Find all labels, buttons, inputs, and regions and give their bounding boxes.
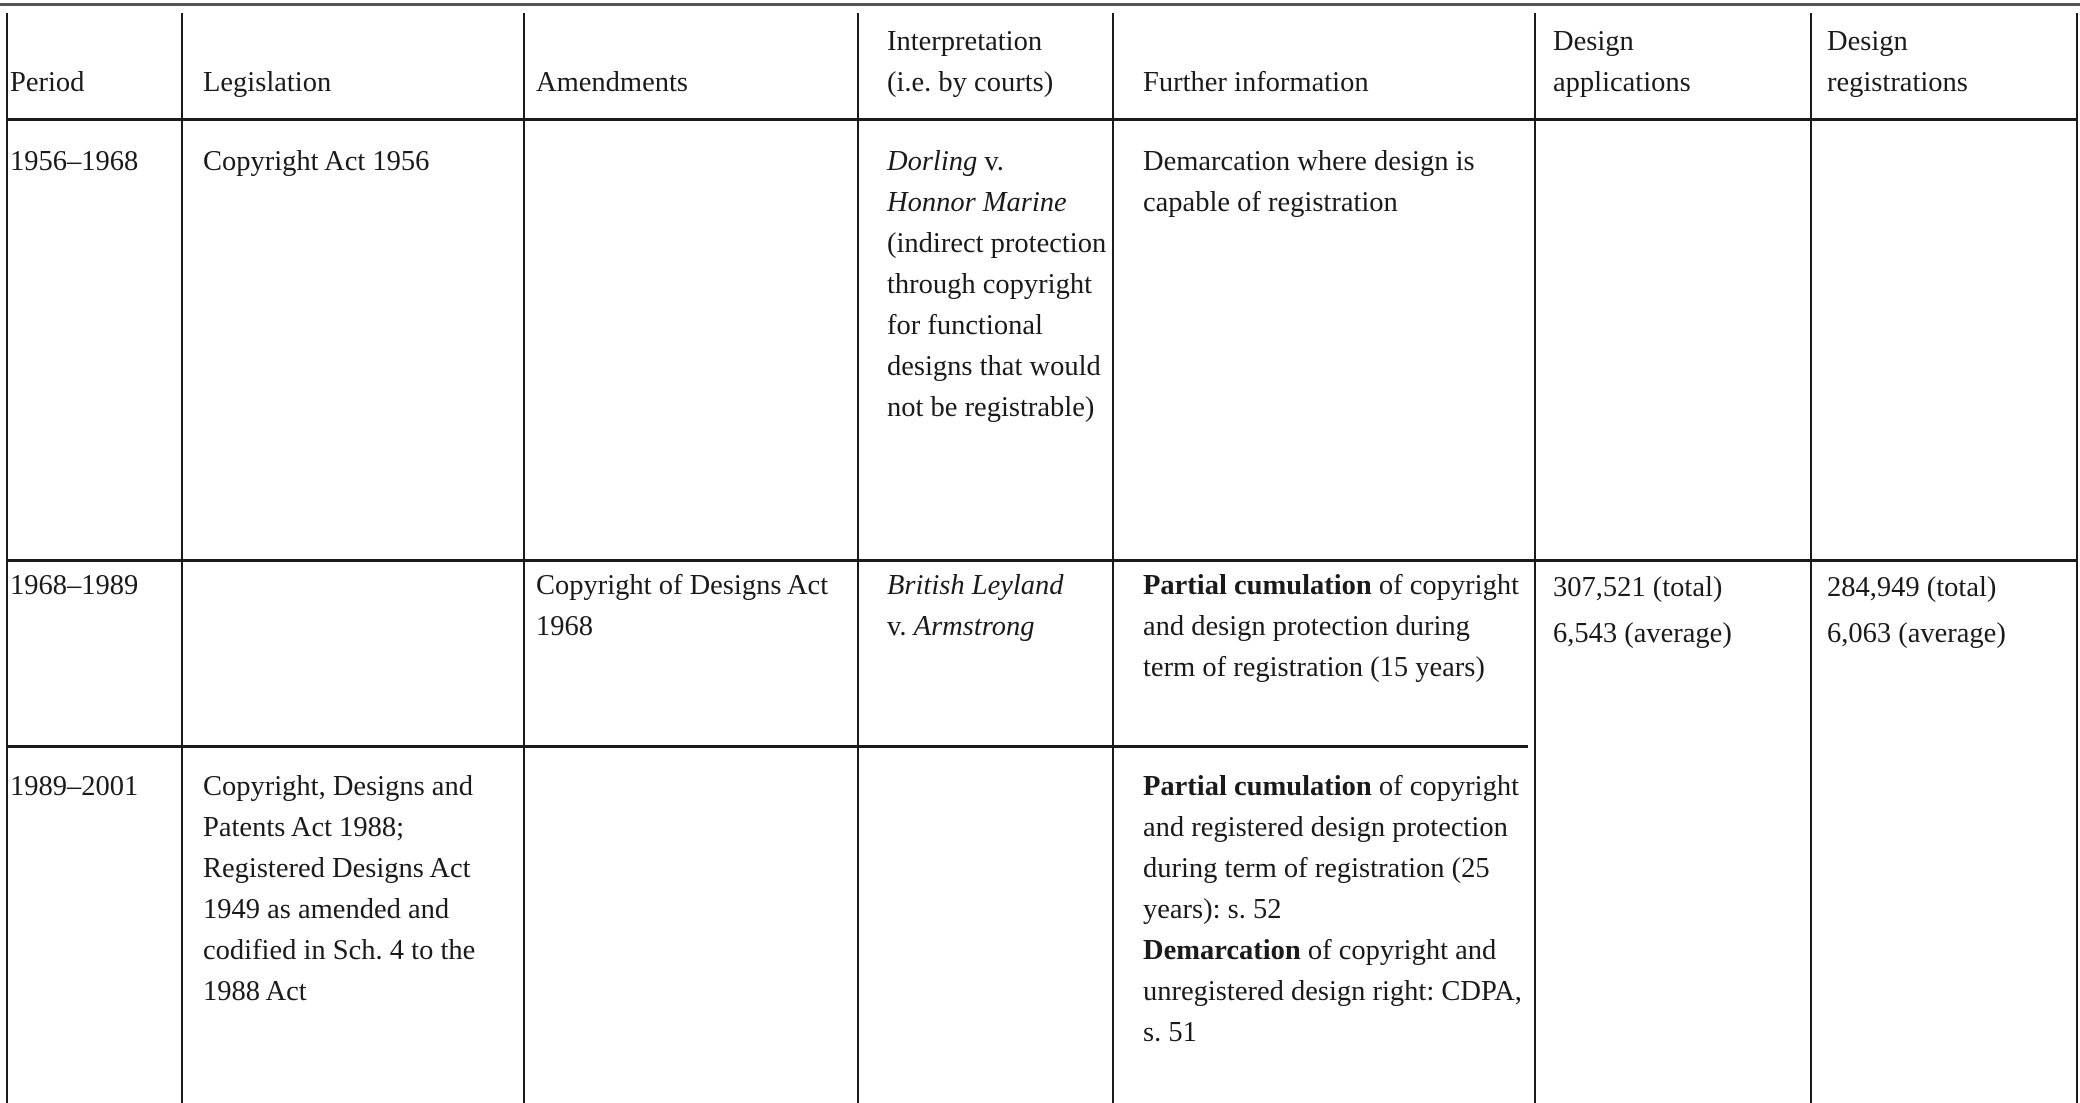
legislation-line: Registered Designs Act 1949 as amended and codified in Sch. 4 to the 1988 Act [203,853,476,1007]
registrations-average: 6,063 (average) [1827,618,2006,649]
header-legislation [203,13,521,119]
case-name: Dorling [887,146,978,177]
row1-further-information: Demarcation where design is capable of registration [1143,146,1475,218]
row2-further-information [1143,565,1528,688]
description: of copyright and design protection during term of registration (15 years) [1143,570,1519,683]
col-line [523,13,525,1103]
top-rule [0,3,2080,6]
header-interpretation [887,13,1112,119]
row2-period: 1968–1989 [10,570,139,601]
col-line [181,13,183,1103]
header-text: registrations [1827,67,1968,98]
description: of copyright and unregistered design right: CDPA, s. 51 [1143,935,1522,1048]
header-text: Legislation [203,67,332,98]
versus: v. [977,146,1004,177]
row2-interpretation [887,565,1112,647]
header-text: Design [1553,26,1634,57]
row3-period: 1989–2001 [10,771,139,802]
header-text: Period [10,67,85,98]
col-line [6,13,8,1103]
row1-legislation: Copyright Act 1956 [203,146,430,177]
description: of copyright and registered design protection during term of registration (25 years): s. 52 [1143,771,1519,925]
header-text: Interpretation [887,26,1043,57]
col-line [1810,13,1812,1103]
row2-amendments: Copyright of Designs Act 1968 [536,570,829,642]
note: (indirect protection through copyright for functional designs that would not be registrable) [887,228,1107,423]
bold-term: Partial cumulation [1143,771,1372,802]
versus: v. [887,611,914,642]
case-name: Honnor Marine [887,187,1067,218]
col-line [2076,13,2078,1103]
row2-rule [6,745,1528,748]
row2-design-registrations [1827,565,2079,657]
col-line [857,13,859,1103]
row1-interpretation [887,141,1112,428]
bold-term: Partial cumulation [1143,570,1372,601]
row1-period: 1956–1968 [10,146,139,177]
header-text: Amendments [536,67,688,98]
header-period [10,13,180,119]
bold-term: Demarcation [1143,935,1301,966]
registrations-total: 284,949 (total) [1827,572,1997,603]
case-name: British Leyland [887,570,1064,601]
row3-further-information [1143,766,1531,1053]
legislation-line: Copyright, Designs and Patents Act 1988; [203,771,473,843]
col-line [1112,13,1114,1103]
header-text: (i.e. by courts) [887,67,1054,98]
header-design-applications [1553,13,1808,119]
row1-rule [6,559,2077,562]
applications-total: 307,521 (total) [1553,572,1723,603]
header-text: Further information [1143,67,1369,98]
header-text: Design [1827,26,1908,57]
applications-average: 6,543 (average) [1553,618,1732,649]
header-design-registrations [1827,13,2077,119]
header-amendments [536,13,854,119]
header-further-information [1143,13,1533,119]
row3-legislation [203,766,521,1012]
col-line [1534,13,1536,1103]
row2-design-applications [1553,565,1808,657]
case-name: Armstrong [913,611,1035,642]
header-text: applications [1553,67,1691,98]
